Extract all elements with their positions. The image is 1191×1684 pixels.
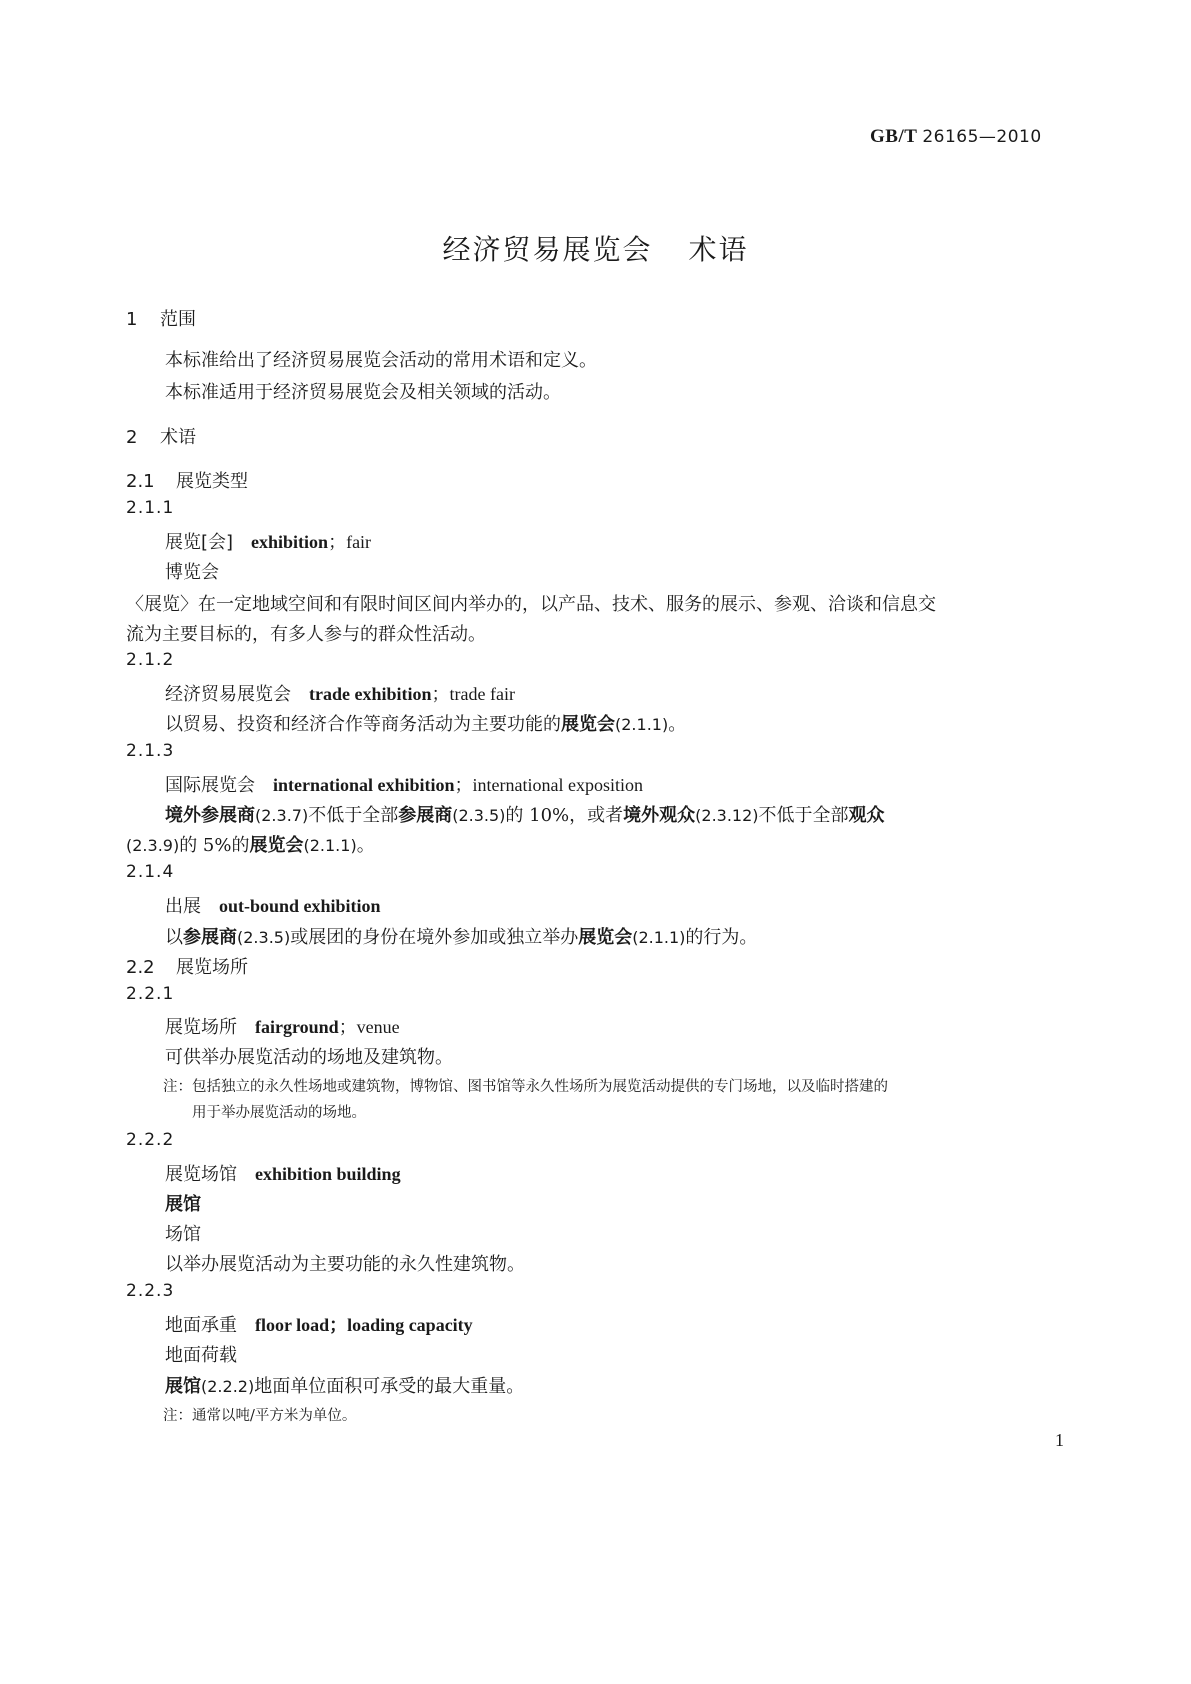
term-2-1-1-definition-line-2: 流为主要目标的，有多人参与的群众性活动。 — [126, 624, 486, 645]
term-2-2-1-note-line-1: 注：包括独立的永久性场地或建筑物，博物馆、图书馆等永久性场所为展览活动提供的专门场地，以及临时搭建的 — [163, 1079, 888, 1095]
term-number-2-2-2: 2.2.2 — [126, 1130, 175, 1150]
term-2-2-2-alt: 场馆 — [165, 1224, 201, 1245]
subsection-2-1-heading: 2.1 展览类型 — [126, 471, 248, 492]
term-2-1-1-definition-line-1: 〈展览〉在一定地域空间和有限时间区间内举办的，以产品、技术、服务的展示、参观、洽谈和信息交 — [126, 594, 936, 615]
section-2-heading: 2 术语 — [126, 427, 196, 448]
term-number-2-1-3: 2.1.3 — [126, 741, 175, 761]
subsection-2-2-heading: 2.2 展览场所 — [126, 957, 248, 978]
term-2-1-2-definition: 以贸易、投资和经济合作等商务活动为主要功能的展览会(2.1.1)。 — [165, 714, 687, 735]
term-2-2-1-definition: 可供举办展览活动的场地及建筑物。 — [165, 1047, 453, 1068]
term-2-2-3: 地面承重 floor load；loading capacity — [165, 1315, 473, 1336]
term-number-2-2-3: 2.2.3 — [126, 1281, 175, 1301]
term-2-2-2-definition: 以举办展览活动为主要功能的永久性建筑物。 — [165, 1254, 525, 1275]
term-2-1-2: 经济贸易展览会 trade exhibition；trade fair — [165, 684, 515, 705]
term-2-2-3-alt: 地面荷载 — [165, 1345, 237, 1366]
section-1-para-2: 本标准适用于经济贸易展览会及相关领域的活动。 — [165, 382, 561, 403]
term-2-2-2-alt-admitted: 展馆 — [165, 1194, 201, 1215]
term-number-2-1-4: 2.1.4 — [126, 862, 175, 882]
section-1-heading: 1 范围 — [126, 309, 196, 330]
term-2-2-1: 展览场所 fairground；venue — [165, 1017, 400, 1038]
standard-prefix: GB/T — [870, 126, 918, 147]
term-2-1-1: 展览[会] exhibition；fair — [165, 532, 372, 553]
section-1-para-1: 本标准给出了经济贸易展览会活动的常用术语和定义。 — [165, 350, 597, 371]
term-2-1-4-definition: 以参展商(2.3.5)或展团的身份在境外参加或独立举办展览会(2.1.1)的行为。 — [165, 927, 758, 948]
term-2-2-1-note-line-2: 用于举办展览活动的场地。 — [192, 1105, 366, 1121]
term-2-1-4: 出展 out-bound exhibition — [165, 896, 381, 917]
term-2-2-3-note: 注：通常以吨/平方米为单位。 — [163, 1408, 357, 1424]
page-number: 1 — [1055, 1430, 1064, 1450]
title-sub: 术语 — [688, 233, 749, 266]
standard-code — [870, 126, 1042, 148]
term-2-2-2: 展览场馆 exhibition building — [165, 1164, 401, 1185]
document-title — [0, 228, 1191, 268]
term-2-2-3-definition: 展馆(2.2.2)地面单位面积可承受的最大重量。 — [165, 1376, 525, 1397]
term-number-2-1-2: 2.1.2 — [126, 650, 175, 670]
term-2-1-3: 国际展览会 international exhibition；international exposition — [165, 775, 643, 796]
standard-number: 26165—2010 — [922, 127, 1042, 147]
term-2-1-3-definition-line-2: (2.3.9)的 5%的展览会(2.1.1)。 — [126, 835, 375, 856]
title-main: 经济贸易展览会 — [442, 233, 653, 266]
term-2-1-3-definition-line-1: 境外参展商(2.3.7)不低于全部参展商(2.3.5)的 10%，或者境外观众(2.3.12)不低于全部观众 — [165, 805, 885, 826]
term-2-1-1-alt: 博览会 — [165, 562, 219, 583]
term-number-2-2-1: 2.2.1 — [126, 984, 175, 1004]
term-number-2-1-1: 2.1.1 — [126, 498, 175, 518]
